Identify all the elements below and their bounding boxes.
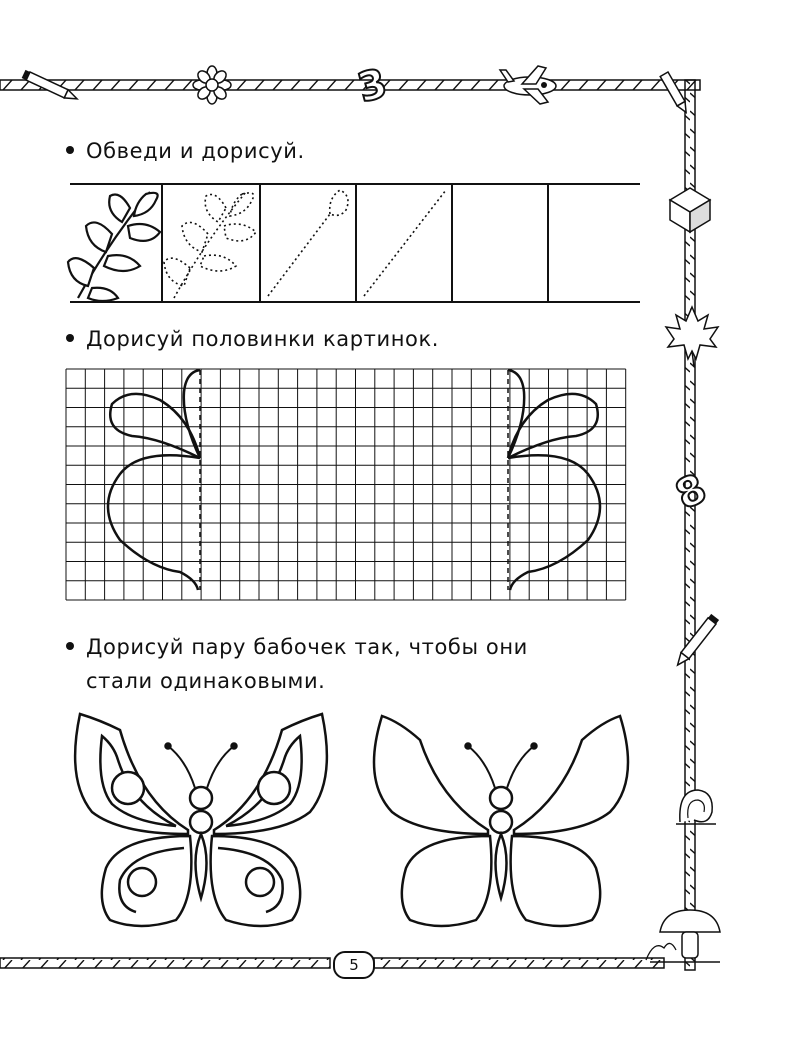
task-butterflies-instruction [66,630,528,698]
bullet [66,334,74,342]
butterfly-patterned [75,714,327,926]
digit-8-icon [669,465,714,518]
task-butterflies-text-line1: Дорисуй пару бабочек так, чтобы они [86,635,528,659]
branch-dotted [164,192,256,298]
flower-icon [193,66,231,104]
page-number: 5 [333,951,375,979]
task-halves-instruction [66,322,439,356]
task-halves-text: Дорисуй половинки картинок. [86,327,440,351]
turnip-left-half [108,370,200,590]
cube-icon [670,188,710,232]
snail-icon [676,790,716,824]
turnip-right-half [508,370,600,590]
svg-text:8: 8 [668,465,714,519]
branch-sample [68,192,160,301]
stem-dotted-with-leaf [268,190,348,296]
task-butterflies-text-line2: стали одинаковыми. [86,669,326,693]
task-trace-instruction [66,134,305,168]
digit-3-icon [353,60,392,112]
bullet [66,146,74,154]
mushroom-icon [646,910,720,962]
butterfly-blank [374,716,628,926]
svg-text:3: 3 [353,60,392,112]
pencil-icon [674,614,719,668]
bullet [66,642,74,650]
stem-dotted [364,190,446,296]
airplane-icon [500,66,556,104]
task-trace-text: Обведи и дорисуй. [86,139,305,163]
